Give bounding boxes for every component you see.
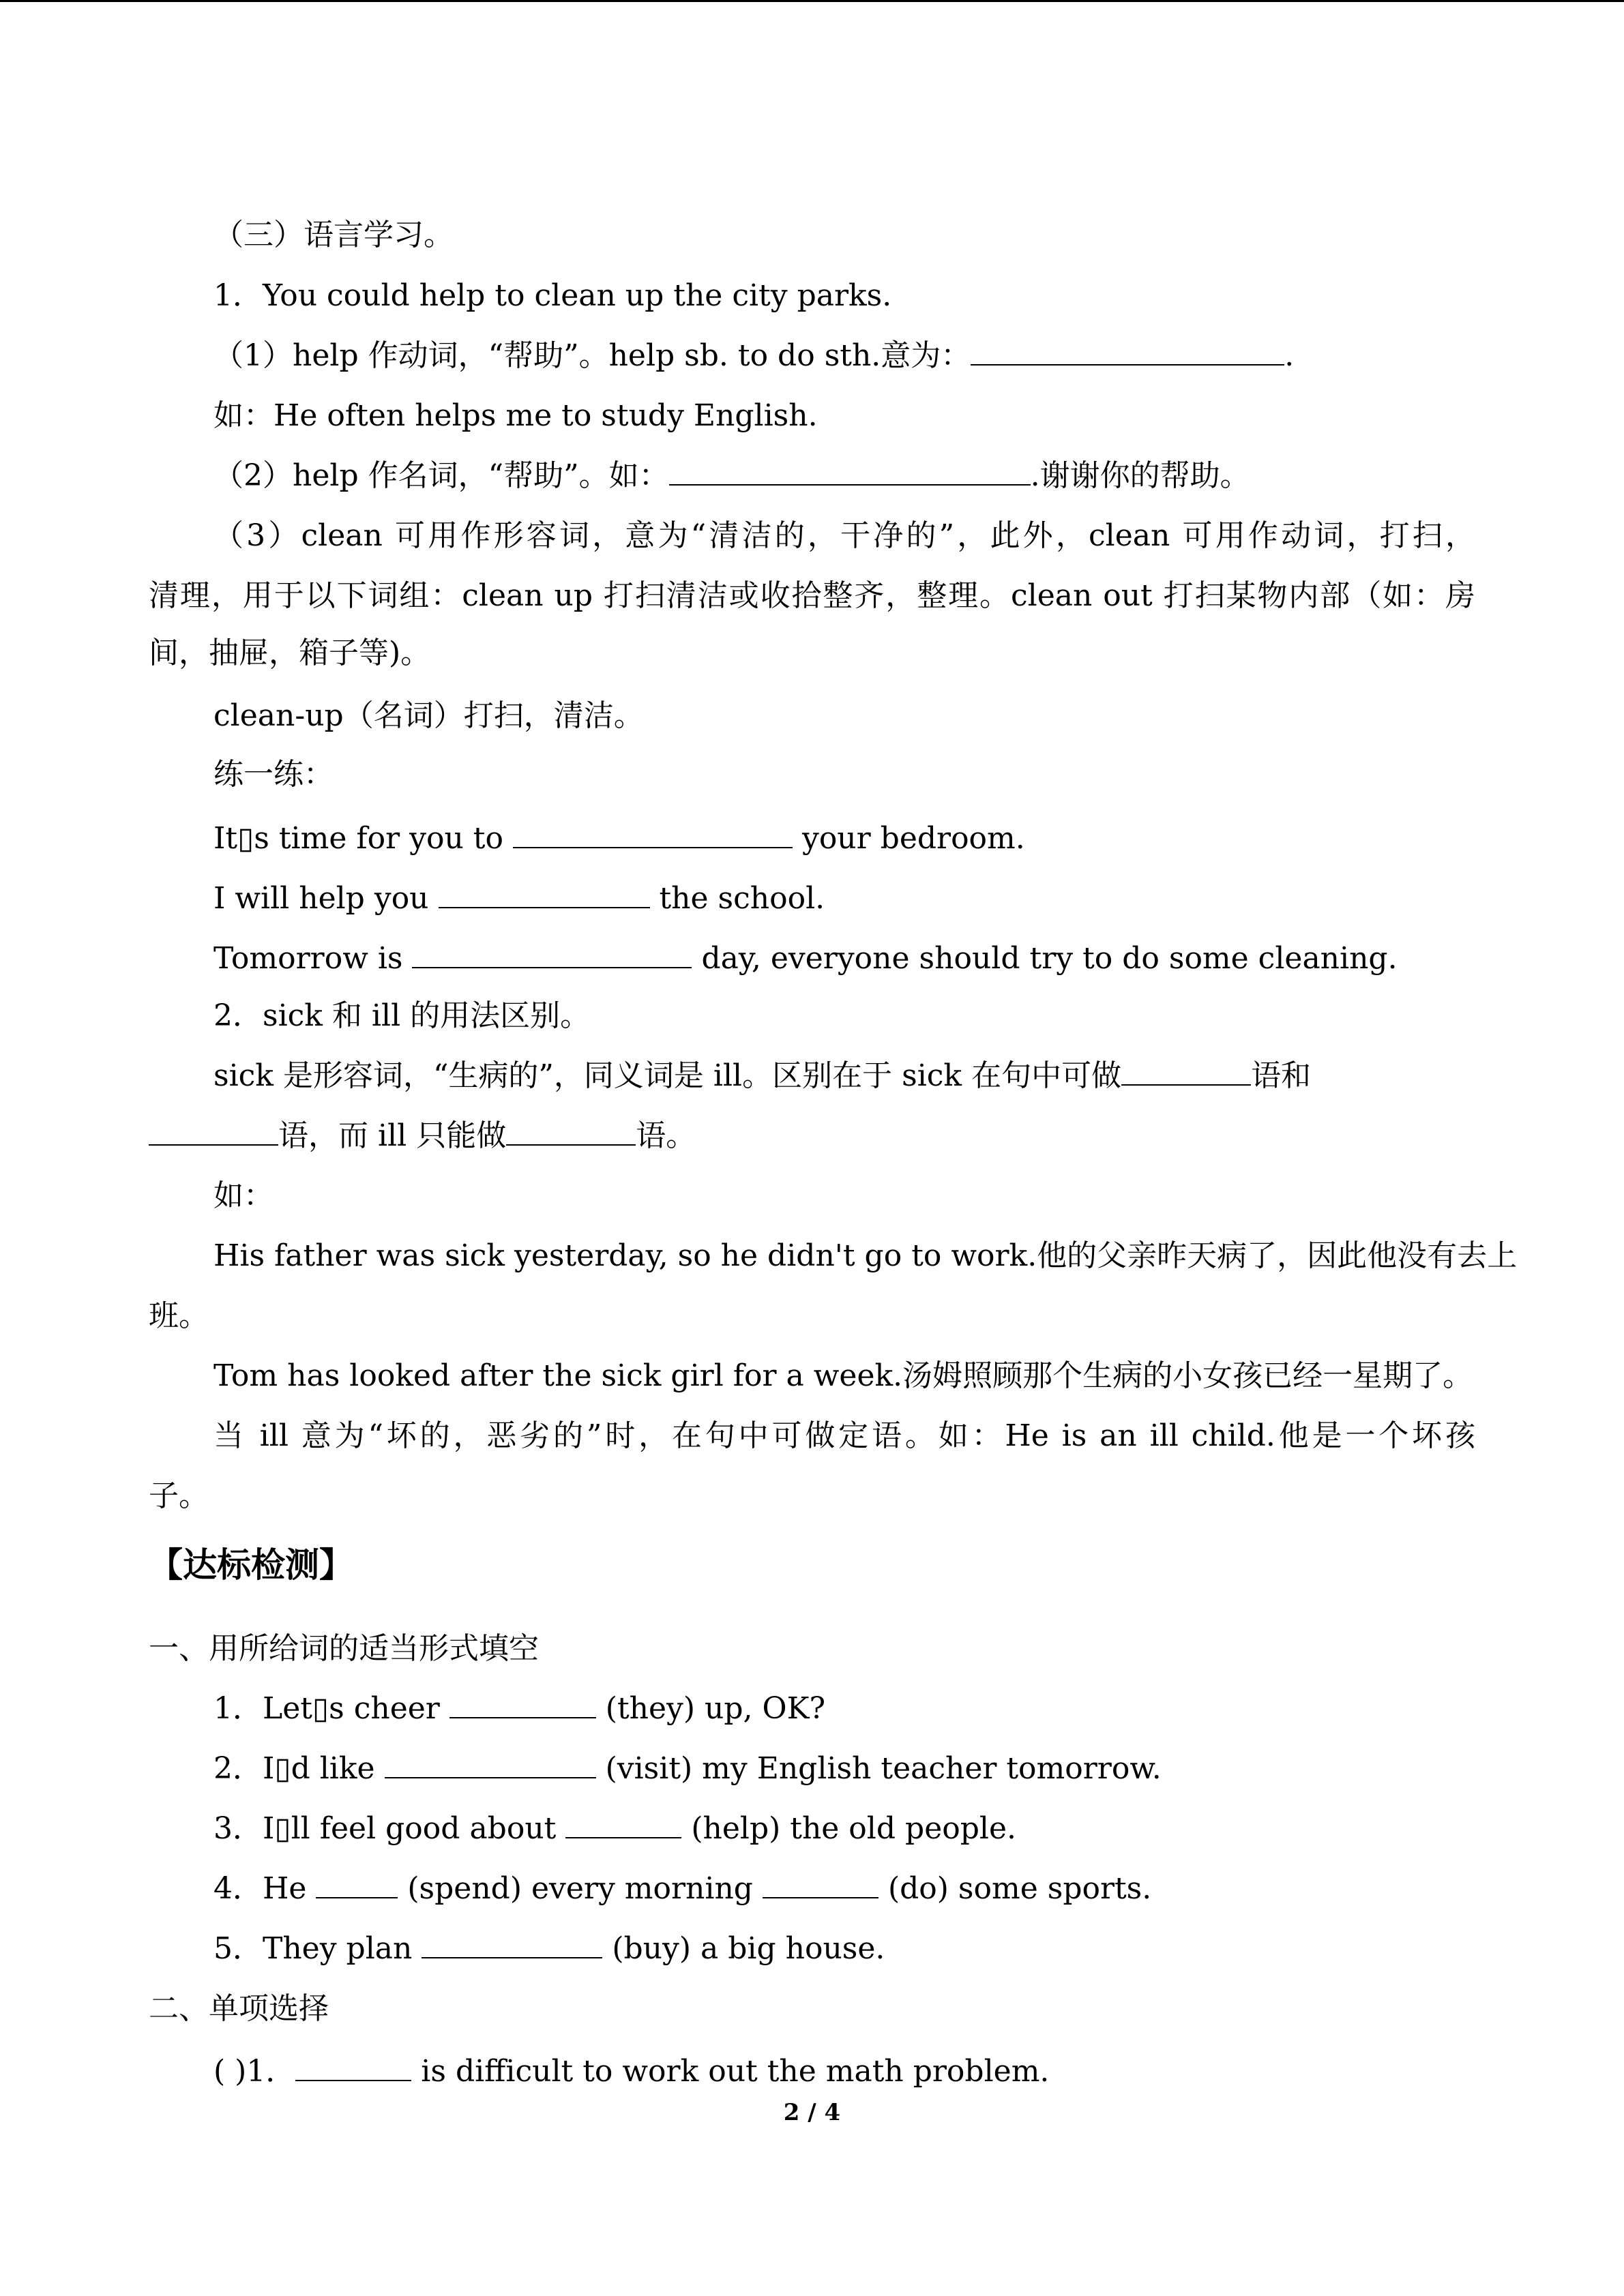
answer-blank[interactable] [513, 818, 793, 848]
answer-blank[interactable] [506, 1116, 636, 1146]
point-3-line-1: （3）clean 可用作形容词，意为“清洁的，干净的”，此外，clean 可用作动词，打扫， [213, 518, 1475, 553]
question-2: 2．I▯d like (visit) my English teacher tomorrow. [149, 1748, 1475, 1789]
top-border [0, 0, 1624, 2]
point-3-line-3: 间，抽屉，箱子等)。 [149, 636, 431, 670]
example-b: Tom has looked after the sick girl for a week.汤姆照顾那个生病的小女孩已经一星期了。 [213, 1358, 1473, 1393]
example-1: 如：He often helps me to study English. [213, 398, 818, 433]
question-1: 1．Let▯s cheer (they) up, OK? [149, 1688, 1475, 1729]
practice-1: It▯s time for you to your bedroom. [149, 818, 1475, 859]
answer-blank[interactable] [316, 1868, 398, 1898]
sick-line-1: sick 是形容词，“生病的”，同义词是 ill。区别在于 sick 在句中可做 语和 [149, 1056, 1475, 1097]
answer-blank[interactable] [971, 336, 1284, 366]
answer-blank[interactable] [1121, 1056, 1251, 1086]
example-label: 如： [213, 1178, 274, 1213]
answer-blank[interactable] [449, 1688, 596, 1718]
answer-blank[interactable] [295, 2051, 411, 2081]
page-number: 2 / 4 [783, 2099, 841, 2126]
sick-line-2: 语，而 ill 只能做 语。 [149, 1116, 1475, 1157]
cleanup-note: clean-up（名词）打扫，清洁。 [213, 698, 644, 733]
lesson-item-2: 2．sick 和 ill 的用法区别。 [213, 998, 591, 1033]
answer-blank[interactable] [669, 456, 1031, 486]
answer-blank[interactable] [422, 1928, 602, 1958]
point-1: （1）help 作动词，“帮助”。help sb. to do sth.意为： . [149, 336, 1475, 376]
part-1-title: 一、用所给词的适当形式填空 [149, 1631, 539, 1666]
ill-line-2: 子。 [149, 1478, 209, 1513]
question-5: 5．They plan (buy) a big house. [149, 1928, 1475, 1969]
point-2: （2）help 作名词，“帮助”。如： .谢谢你的帮助。 [149, 456, 1475, 496]
answer-blank[interactable] [385, 1748, 596, 1778]
lesson-item-1: 1．You could help to clean up the city parks. [213, 278, 892, 313]
example-a-line-1: His father was sick yesterday, so he didn't go to work.他的父亲昨天病了，因此他没有去上 [213, 1238, 1518, 1273]
test-heading: 【达标检测】 [149, 1545, 353, 1585]
question-4: 4．He (spend) every morning (do) some sports. [149, 1868, 1475, 1909]
question-3: 3．I▯ll feel good about (help) the old people. [149, 1808, 1475, 1849]
example-a-line-2: 班。 [149, 1298, 209, 1333]
practice-2: I will help you the school. [149, 878, 1475, 919]
part-2-title: 二、单项选择 [149, 1991, 329, 2026]
point-3-line-2: 清理，用于以下词组：clean up 打扫清洁或收拾整齐，整理。clean out 打扫某物内部（如：房 [149, 578, 1475, 613]
answer-blank[interactable] [412, 938, 692, 968]
answer-blank[interactable] [149, 1116, 278, 1146]
answer-blank[interactable] [439, 878, 650, 908]
section-title: （三）语言学习。 [213, 218, 454, 252]
practice-label: 练一练： [213, 757, 334, 792]
ill-line-1: 当 ill 意为“坏的，恶劣的”时，在句中可做定语。如：He is an ill child.他是一个坏孩 [213, 1418, 1475, 1453]
answer-blank[interactable] [565, 1808, 681, 1838]
practice-3: Tomorrow is day, everyone should try to do some cleaning. [149, 938, 1475, 979]
answer-blank[interactable] [763, 1868, 879, 1898]
choice-question-1: ( )1． is difficult to work out the math problem. [149, 2051, 1475, 2092]
